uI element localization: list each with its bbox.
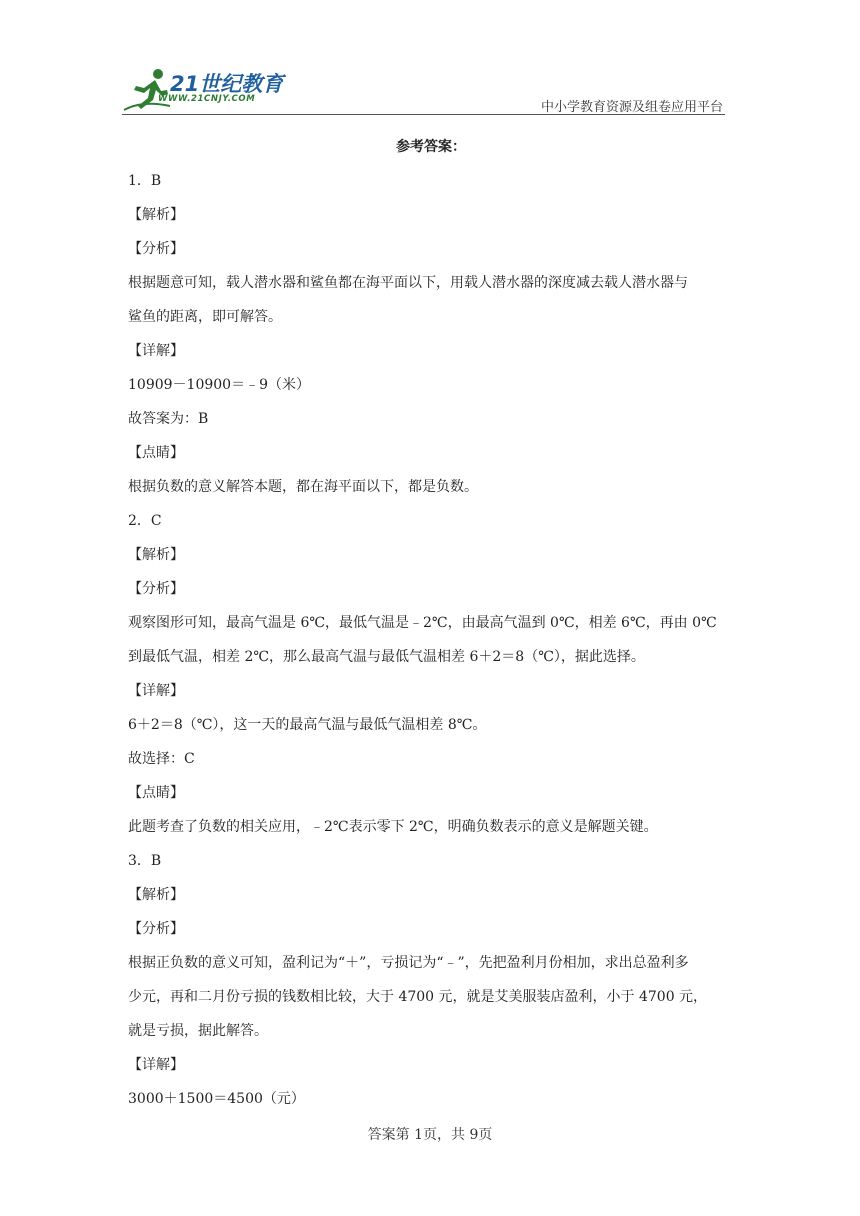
text-line: 10909－10900＝﹣9（米） — [128, 377, 310, 393]
text-line: 3000＋1500＝4500（元） — [128, 1091, 305, 1107]
text-line: 故选择：C — [128, 751, 195, 767]
text-line: 【解析】 — [128, 887, 184, 903]
header-divider — [122, 114, 725, 115]
answer-content — [128, 130, 734, 1116]
platform-name: 中小学教育资源及组卷应用平台 — [540, 100, 723, 115]
logo — [122, 66, 292, 114]
text-line: 故答案为：B — [128, 411, 209, 427]
text-line: 就是亏损，据此解答。 — [128, 1023, 268, 1039]
text-line: 【点睛】 — [128, 785, 184, 801]
text-line: 根据负数的意义解答本题，都在海平面以下，都是负数。 — [128, 479, 478, 495]
text-line: 根据题意可知，载人潜水器和鲨鱼都在海平面以下，用载人潜水器的深度减去载人潜水器与 — [128, 275, 688, 291]
text-line: 3．B — [128, 853, 162, 869]
logo-text: 21世纪教育 — [170, 72, 284, 96]
text-line: 观察图形可知，最高气温是 6℃，最低气温是﹣2℃，由最高气温到 0℃，相差 6℃，再由 0℃ — [128, 615, 717, 631]
text-line: 【分析】 — [128, 581, 184, 597]
text-line: 【点睛】 — [128, 445, 184, 461]
page-title: 参考答案： — [396, 139, 466, 155]
text-line: 6＋2＝8（℃），这一天的最高气温与最低气温相差 8℃。 — [128, 717, 487, 733]
text-line: 此题考查了负数的相关应用，﹣2℃表示零下 2℃，明确负数表示的意义是解题关键。 — [128, 819, 658, 835]
text-line: 【分析】 — [128, 241, 184, 257]
text-line: 【详解】 — [128, 1057, 184, 1073]
text-line: 1．B — [128, 173, 162, 189]
logo-url: WWW.21CNJY.COM — [158, 94, 256, 104]
text-line: 【解析】 — [128, 547, 184, 563]
text-line: 2．C — [128, 513, 162, 529]
text-line: 【解析】 — [128, 207, 184, 223]
line-list — [128, 164, 734, 1116]
text-line: 鲨鱼的距离，即可解答。 — [128, 309, 282, 325]
text-line: 少元，再和二月份亏损的钱数相比较，大于 4700 元，就是艾美服装店盈利，小于 4700 元， — [128, 989, 708, 1005]
page-header — [0, 0, 860, 120]
runner-icon — [122, 66, 172, 114]
text-line: 【分析】 — [128, 921, 184, 937]
text-line: 【详解】 — [128, 683, 184, 699]
text-line: 根据正负数的意义可知，盈利记为“＋”，亏损记为“﹣”，先把盈利月份相加，求出总盈利多 — [128, 955, 689, 971]
text-line: 【详解】 — [128, 343, 184, 359]
page-footer: 答案第 1页，共 9页 — [367, 1127, 493, 1143]
text-line: 到最低气温，相差 2℃，那么最高气温与最低气温相差 6＋2＝8（℃），据此选择。 — [128, 649, 645, 665]
